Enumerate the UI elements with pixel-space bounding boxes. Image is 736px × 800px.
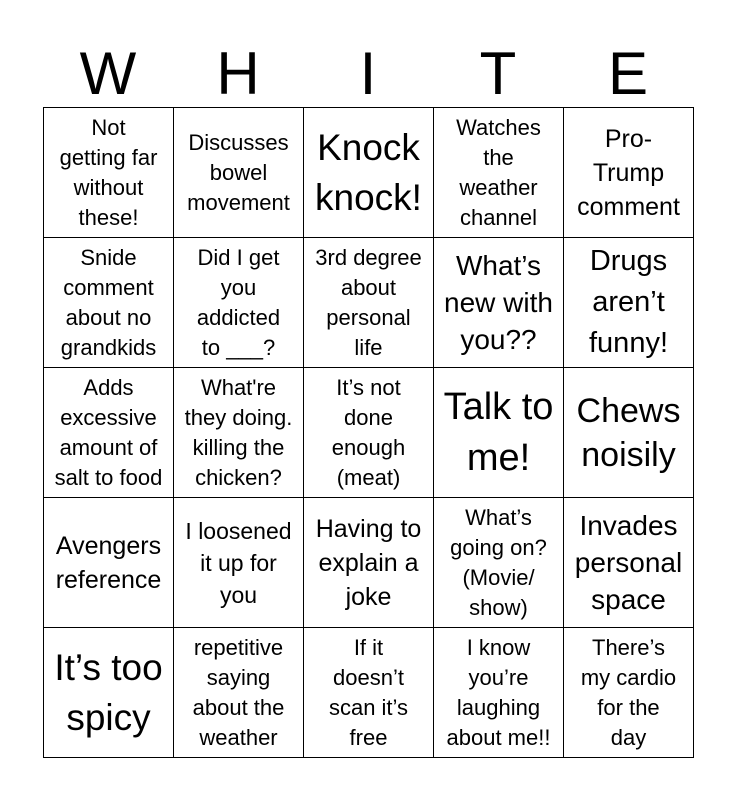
- bingo-cell-r5-c1[interactable]: [44, 628, 174, 758]
- header-letter-e: E: [607, 40, 649, 107]
- bingo-cell-r1-c4[interactable]: [434, 108, 564, 238]
- header-letter-t: T: [479, 40, 517, 107]
- cell-text: Did I get you addicted to ___?: [196, 244, 281, 360]
- cell-text: Having to explain a joke: [315, 514, 422, 611]
- cell-text: I know you’re laughing about me!!: [446, 634, 551, 750]
- cell-text: Discusses bowel movement: [187, 129, 290, 215]
- bingo-cell-r1-c5[interactable]: [564, 108, 694, 238]
- cell-text: Pro- Trump comment: [577, 124, 680, 221]
- cell-text: Avengers reference: [55, 531, 162, 594]
- bingo-cell-r2-c4[interactable]: [434, 238, 564, 368]
- bingo-cell-r3-c1[interactable]: [44, 368, 174, 498]
- bingo-cell-r3-c5[interactable]: [564, 368, 694, 498]
- bingo-cell-r5-c5[interactable]: [564, 628, 694, 758]
- cell-text: It’s not done enough (meat): [331, 374, 406, 490]
- cell-text: Not getting far without these!: [59, 114, 158, 230]
- bingo-cell-r4-c1[interactable]: [44, 498, 174, 628]
- bingo-cell-r1-c1[interactable]: [44, 108, 174, 238]
- bingo-cell-r5-c2[interactable]: [174, 628, 304, 758]
- cell-text: What're they doing. killing the chicken?: [184, 374, 293, 490]
- bingo-cell-r1-c2[interactable]: [174, 108, 304, 238]
- header-letter-w: W: [79, 40, 137, 107]
- bingo-cell-r2-c2[interactable]: [174, 238, 304, 368]
- cell-text: If it doesn’t scan it’s free: [328, 634, 409, 750]
- header-letter-i: I: [359, 40, 377, 107]
- cell-text: repetitive saying about the weather: [192, 634, 285, 750]
- cell-text: Watches the weather channel: [456, 114, 541, 230]
- cell-text: What’s going on? (Movie/ show): [450, 504, 547, 620]
- cell-text: I loosened it up for you: [185, 517, 292, 608]
- cell-text: 3rd degree about personal life: [315, 244, 422, 360]
- cell-text: Invades personal space: [574, 510, 683, 615]
- cell-text: Chews noisily: [576, 391, 681, 474]
- bingo-cell-r5-c3[interactable]: [304, 628, 434, 758]
- cell-text: Snide comment about no grandkids: [60, 244, 157, 360]
- bingo-cell-r2-c3[interactable]: [304, 238, 434, 368]
- bingo-cell-r3-c2[interactable]: [174, 368, 304, 498]
- cell-text: Drugs aren’t funny!: [589, 245, 668, 359]
- cell-text: There’s my cardio for the day: [580, 634, 677, 750]
- bingo-cell-r1-c3[interactable]: [304, 108, 434, 238]
- bingo-cell-r5-c4[interactable]: [434, 628, 564, 758]
- header-letter-h: H: [216, 40, 260, 107]
- bingo-header: [43, 40, 693, 108]
- bingo-cell-r4-c2[interactable]: [174, 498, 304, 628]
- bingo-cell-r4-c3[interactable]: [304, 498, 434, 628]
- bingo-cell-r4-c5[interactable]: [564, 498, 694, 628]
- bingo-cell-r2-c1[interactable]: [44, 238, 174, 368]
- cell-text: Knock knock!: [315, 126, 422, 218]
- cell-text: It’s too spicy: [54, 646, 163, 738]
- bingo-cell-r3-c3[interactable]: [304, 368, 434, 498]
- cell-text: What’s new with you??: [444, 250, 553, 355]
- cell-text: Adds excessive amount of salt to food: [54, 374, 163, 490]
- bingo-cell-r3-c4[interactable]: [434, 368, 564, 498]
- bingo-cell-r4-c4[interactable]: [434, 498, 564, 628]
- cell-text: Talk to me!: [443, 385, 554, 479]
- bingo-grid: [43, 107, 694, 758]
- bingo-cell-r2-c5[interactable]: [564, 238, 694, 368]
